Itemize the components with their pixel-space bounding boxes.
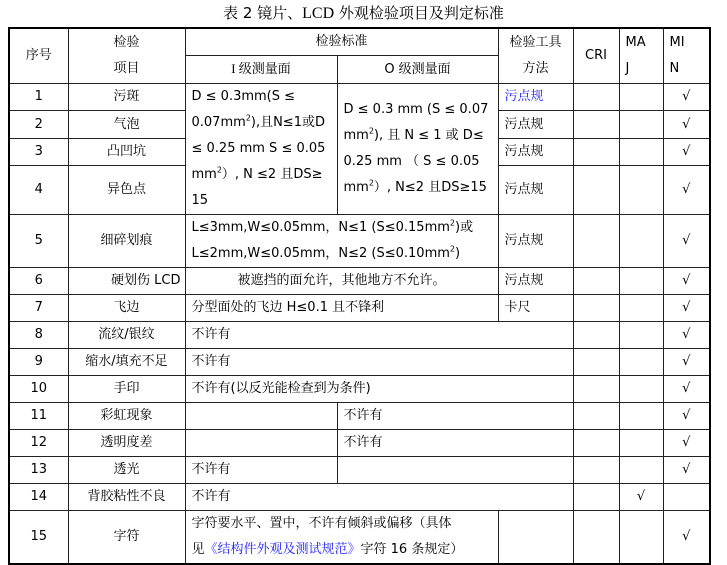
header-level-o [337,56,498,84]
row-maj [619,403,663,430]
row-maj [619,215,663,268]
std-line: D ≤ 0.3mm(S ≤ [191,89,296,104]
row-cri [573,268,619,295]
row-tool [498,511,573,565]
std-text: L≤3mm,W≤0.05mm，N≤1 (S≤0.15mm [191,220,450,235]
row-min: √ [663,111,710,138]
row-number: 5 [9,215,68,268]
row-min: √ [663,430,710,457]
standard-row-6: 被遮挡的面允许，其他地方不允许。 [185,268,498,295]
row-maj [619,457,663,484]
header-min-line2: N [669,61,680,76]
table-row [9,84,710,111]
row-cri [573,111,619,138]
table-row [9,430,710,457]
table-row [9,322,710,349]
row-tool: 污点规 [498,268,573,295]
std-text: mm [191,167,217,182]
std-line: 字符要水平、置中，不许有倾斜或偏移（具体 [191,516,452,531]
row-item: 手印 [68,376,185,403]
std-text: 字符 16 条规定） [360,542,464,557]
row-min: √ [663,84,710,111]
std-text: ),且N≤1或D [250,115,325,130]
std-text: mm [343,180,369,195]
header-maj [619,28,663,84]
header-item-line2: 项目 [113,61,140,76]
header-item-line1: 检验 [113,35,140,50]
standard-level-i [185,403,337,430]
row-min: √ [663,511,710,565]
standard-row-9: 不许有 [185,349,573,376]
row-item: 透光 [68,457,185,484]
superscript: 2 [368,126,374,136]
std-line [192,162,333,188]
row-tool: 污点规 [498,111,573,138]
row-tool: 污点规 [498,166,573,215]
row-maj [619,268,663,295]
row-number: 8 [9,322,68,349]
std-line [192,215,494,241]
superscript: 2 [449,218,455,228]
row-cri [573,295,619,322]
row-tool: 污点规 [498,215,573,268]
std-line: 0.25 mm （ S ≤ 0.05 [343,154,480,169]
std-text: ) [455,246,461,261]
row-cri [573,484,619,511]
standard-row-5 [185,215,498,268]
row-item: 气泡 [68,111,185,138]
row-item: 硬划伤 LCD [68,268,185,295]
spec-reference-link[interactable]: 《结构件外观及测试规范》 [204,542,361,557]
title-suffix: 外观检验项目及判定标准 [334,4,504,22]
standard-row-14: 不许有 [185,484,573,511]
row-item: 字符 [68,511,185,565]
row-maj [619,111,663,138]
row-cri [573,403,619,430]
standard-level-i-rows-1-4 [185,84,337,215]
row-item: 流纹/银纹 [68,322,185,349]
std-text: ）, N≤2 且DS≥15 [373,180,487,195]
header-level-i-text: I 级测量面 [231,61,291,76]
row-min [663,484,710,511]
std-line: D ≤ 0.3 mm (S ≤ 0.07 [343,102,489,117]
row-item: 背胶粘性不良 [68,484,185,511]
std-text: ）, N ≤2 且DS≥ [221,167,323,182]
row-number: 1 [9,84,68,111]
row-tool: 污点规 [498,84,573,111]
std-text: L≤2mm,W≤0.05mm，N≤2 (S≤0.10mm [191,246,450,261]
header-item [68,28,185,84]
row-maj [619,430,663,457]
row-number: 3 [9,138,68,165]
header-maj-line1: MA [625,35,646,50]
row-maj: √ [619,484,663,511]
std-line [192,241,494,267]
row-item: 异色点 [68,166,185,215]
row-min: √ [663,268,710,295]
table-row [9,484,710,511]
row-cri [573,457,619,484]
header-level-o-text: O 级测量面 [384,61,451,77]
row-maj [619,295,663,322]
row-number: 12 [9,430,68,457]
row-number: 13 [9,457,68,484]
header-cri: CRI [573,28,619,84]
row-min: √ [663,376,710,403]
std-line: ≤ 0.25 mm S ≤ 0.05 [191,141,326,156]
row-number: 15 [9,511,68,565]
row-min: √ [663,457,710,484]
row-maj [619,376,663,403]
row-maj [619,166,663,215]
std-line [192,537,494,563]
superscript: 2 [216,165,222,175]
row-maj [619,138,663,165]
row-cri [573,430,619,457]
table-row [9,376,710,403]
std-line [344,123,494,149]
std-line: 15 [191,193,209,208]
row-number: 6 [9,268,68,295]
row-maj [619,511,663,565]
row-tool: 污点规 [498,138,573,165]
row-item: 凸凹坑 [68,138,185,165]
row-min: √ [663,215,710,268]
table-row [9,215,710,268]
row-cri [573,84,619,111]
row-item: 污斑 [68,84,185,111]
standard-row-15 [185,511,498,565]
row-min: √ [663,138,710,165]
inspection-standard-table [8,27,711,565]
row-maj [619,322,663,349]
header-tool-line1: 检验工具 [509,35,562,50]
std-text: mm [343,128,369,143]
header-maj-line2: J [625,61,630,76]
row-number: 2 [9,111,68,138]
row-item: 细碎划痕 [68,215,185,268]
header-min [663,28,710,84]
row-cri [573,349,619,376]
row-tool: 卡尺 [498,295,573,322]
row-min: √ [663,166,710,215]
row-number: 7 [9,295,68,322]
row-min: √ [663,295,710,322]
title-latin: LCD [302,5,335,22]
title-prefix: 表 2 镜片、 [223,4,303,22]
std-line [192,110,333,136]
row-cri [573,166,619,215]
header-tool-line2: 方法 [522,61,549,76]
std-text: 见 [191,542,205,557]
std-text: 0.07mm [191,115,246,130]
row-item: 飞边 [68,295,185,322]
header-level-i [185,56,337,84]
std-line [344,175,494,201]
row-number: 4 [9,166,68,215]
superscript: 2 [245,113,251,123]
row-number: 10 [9,376,68,403]
table-row [9,295,710,322]
row-min: √ [663,349,710,376]
row-number: 11 [9,403,68,430]
table-row [9,268,710,295]
table-title [0,3,727,24]
standard-level-o: 不许有 [337,430,573,457]
table-row [9,457,710,484]
table-row [9,403,710,430]
header-min-line1: MI [669,35,685,50]
standard-level-i [185,430,337,457]
row-cri [573,511,619,565]
header-seq: 序号 [9,28,68,84]
header-tool [498,28,573,84]
standard-level-i: 不许有 [185,457,337,484]
row-cri [573,138,619,165]
row-maj [619,84,663,111]
standard-level-o-rows-1-4 [337,84,498,215]
row-maj [619,349,663,376]
row-cri [573,215,619,268]
standard-row-8: 不许有 [185,322,573,349]
row-number: 9 [9,349,68,376]
row-cri [573,376,619,403]
row-cri [573,322,619,349]
standard-level-o: 不许有 [337,403,573,430]
superscript: 2 [368,178,374,188]
std-text: ), 且 N ≤ 1 或 D≤ [373,128,484,143]
std-text: )或 [455,220,474,235]
header-row-1 [9,28,710,56]
row-item: 透明度差 [68,430,185,457]
row-number: 14 [9,484,68,511]
standard-level-o [337,457,573,484]
row-min: √ [663,322,710,349]
superscript: 2 [449,244,455,254]
table-row [9,511,710,565]
header-standard: 检验标准 [185,28,498,56]
row-min: √ [663,403,710,430]
row-item: 彩虹现象 [68,403,185,430]
standard-row-7: 分型面处的飞边 H≤0.1 且不锋利 [185,295,498,322]
standard-row-10: 不许有(以反光能检查到为条件) [185,376,573,403]
table-row [9,349,710,376]
row-item: 缩水/填充不足 [68,349,185,376]
